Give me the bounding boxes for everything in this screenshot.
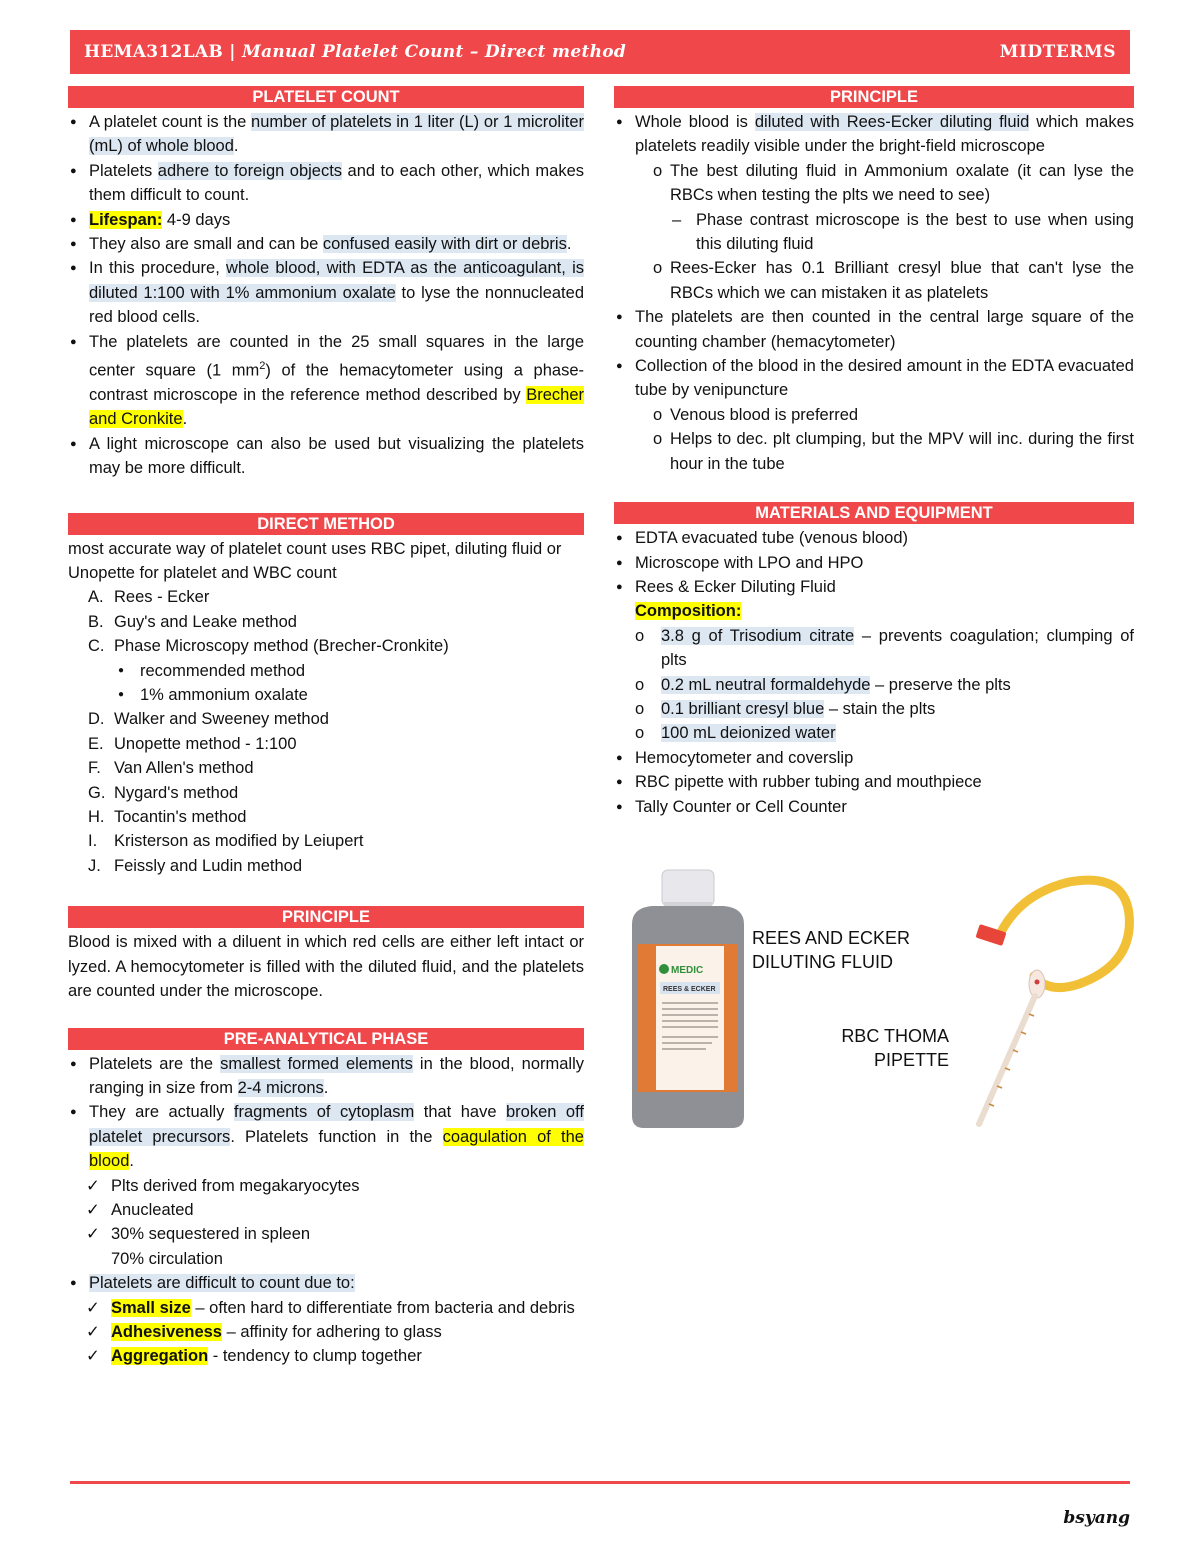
label-line	[662, 1042, 712, 1044]
list-item	[635, 697, 1134, 721]
list-item	[88, 610, 584, 634]
list-item: – Phase contrast microscope is the best to use when using this diluting fluid	[670, 208, 1134, 257]
list-item	[88, 756, 584, 780]
reason-label: Aggregation	[111, 1347, 209, 1366]
item-letter: J.	[88, 856, 101, 875]
text: and to each other, which makes them difficult to count.	[89, 161, 585, 205]
list-item	[88, 634, 584, 658]
bottle-caption	[752, 926, 910, 974]
bottle-brand-text: MEDIC	[671, 965, 704, 976]
lifespan-label: Lifespan:	[89, 210, 163, 229]
list-item: ● 1% ammonium oxalate	[114, 683, 584, 707]
check-item	[86, 1344, 584, 1368]
direct-method-intro: most accurate way of platelet count uses RBC pipet, diluting fluid or Unopette for platelet and WBC count	[68, 539, 562, 582]
highlight: Platelets are difficult to count due to:	[89, 1274, 355, 1293]
text: .	[129, 1152, 134, 1171]
label-line	[662, 1026, 718, 1028]
superscript: 2	[259, 360, 266, 373]
list-item: ● RBC pipette with rubber tubing and mouthpiece	[614, 770, 1134, 794]
list-item	[68, 208, 584, 232]
check-item-continuation: 70% circulation	[111, 1249, 223, 1268]
text: to lyse the nonnucleated red blood cells.	[89, 283, 584, 327]
item-text: Feissly and Ludin method	[114, 856, 303, 875]
item-text: Van Allen's method	[114, 759, 254, 778]
list-item: ● A light microscope can also be used but visualizing the platelets may be more difficult.	[68, 432, 584, 481]
list-item: ● The platelets are then counted in the central large square of the counting chamber (hemacytometer)	[614, 305, 1134, 354]
list-item: ● Tally Counter or Cell Counter	[614, 795, 1134, 819]
brand-logo-icon	[659, 964, 669, 974]
list-item	[614, 110, 1134, 305]
item-text: Kristerson as modified by Leiupert	[114, 832, 364, 851]
item-text: Phase Microscopy method (Brecher-Cronkite)	[114, 637, 449, 656]
text: A platelet count is the	[89, 113, 252, 131]
highlight: fragments of cytoplasm	[233, 1103, 415, 1122]
text: which makes platelets readily visible under the bright-field microscope	[635, 113, 1134, 156]
pipette-stem	[979, 996, 1035, 1124]
reason-text: – affinity for adhering to glass	[221, 1322, 442, 1341]
text: .	[233, 137, 239, 156]
list-item: ● Microscope with LPO and HPO	[614, 551, 1134, 575]
section-principle-left-title: PRINCIPLE	[68, 906, 584, 928]
list-item	[653, 159, 1134, 257]
list-item	[88, 732, 584, 756]
list-item	[88, 781, 584, 805]
list-item	[68, 330, 584, 432]
list-item	[88, 829, 584, 853]
pipette-caption-line: RBC THOMA	[841, 1026, 949, 1046]
section-principle-right-title: PRINCIPLE	[614, 86, 1134, 108]
reason-label: Small size	[111, 1298, 191, 1317]
check-item	[86, 1320, 584, 1344]
list-item	[88, 854, 584, 878]
item-text: Nygard's method	[114, 783, 239, 802]
principle-right-list	[614, 110, 1134, 476]
item-text: Rees - Ecker	[114, 588, 210, 607]
highlight: diluted with Rees-Ecker diluting fluid	[754, 113, 1030, 131]
item-letter: I.	[88, 832, 98, 851]
text: Whole blood is	[635, 113, 755, 131]
list-item: o Venous blood is preferred	[653, 403, 1134, 427]
header-title	[84, 42, 626, 62]
highlight: number of platelets in 1 liter (L) or 1 microliter (mL) of whole blood	[89, 113, 584, 156]
list-item	[635, 673, 1134, 697]
header-separator: |	[229, 42, 236, 62]
label-line	[662, 1048, 706, 1050]
item-letter: E.	[88, 734, 104, 753]
pre-analytical-list	[68, 1052, 584, 1369]
item-letter: B.	[88, 612, 104, 631]
section-platelet-count-title: PLATELET COUNT	[68, 86, 584, 108]
text: In this procedure,	[89, 259, 227, 278]
text: Platelets	[89, 161, 158, 180]
rees-ecker-bottle-image	[622, 866, 762, 1131]
text: They are actually	[89, 1103, 234, 1122]
section-direct-method-title: DIRECT METHOD	[68, 513, 584, 535]
platelet-facts-list	[86, 1174, 584, 1272]
highlight: adhere to foreign objects	[157, 161, 343, 180]
composition-label: Composition:	[635, 602, 742, 621]
text: .	[182, 410, 188, 429]
text: .	[323, 1078, 329, 1097]
text: The platelets are counted in the 25 small squares in the large center square (1 mm	[89, 332, 584, 380]
label-line	[662, 1014, 718, 1016]
list-item: ● EDTA evacuated tube (venous blood)	[614, 526, 1134, 550]
label-line	[662, 1020, 718, 1022]
text: Rees & Ecker Diluting Fluid	[635, 577, 836, 596]
text: ) of the hemacytometer using a phase-contrast microscope in the reference method described by	[89, 361, 584, 404]
platelet-count-list	[68, 110, 584, 481]
figures-area	[614, 864, 1144, 1134]
label-line	[662, 1008, 718, 1010]
item-text: Guy's and Leake method	[114, 612, 297, 631]
collection-notes	[653, 403, 1134, 476]
item-letter: D.	[88, 710, 105, 729]
highlight: 3.8 g of Trisodium citrate	[661, 626, 855, 645]
direct-method-list-cont	[68, 707, 584, 878]
section-materials-title: MATERIALS AND EQUIPMENT	[614, 502, 1134, 524]
check-item: ✓ Plts derived from megakaryocytes	[86, 1174, 584, 1198]
label-line	[662, 1002, 718, 1004]
list-item	[68, 1271, 584, 1369]
text: – stain the plts	[824, 699, 936, 718]
bottle-product-text: REES & ECKER	[663, 986, 716, 993]
check-item: ✓ Anucleated	[86, 1198, 584, 1222]
item-letter: G.	[88, 783, 106, 802]
list-item	[68, 1100, 584, 1271]
text: – preserve the plts	[870, 675, 1011, 694]
course-code: HEMA312LAB	[84, 42, 224, 62]
diluting-fluid-notes	[653, 159, 1134, 305]
highlight: broken off platelet precursors	[89, 1103, 584, 1146]
list-item	[88, 805, 584, 829]
highlight-yellow: coagulation of the blood	[89, 1127, 584, 1171]
highlight: whole blood, with EDTA as the anticoagulant, is diluted 1:100 with 1% ammonium oxalate	[89, 259, 584, 302]
highlight: confused easily with dirt or debris	[322, 235, 567, 254]
item-text: Unopette method - 1:100	[114, 734, 297, 753]
text: .	[566, 235, 572, 254]
highlight: smallest formed elements	[220, 1054, 413, 1073]
text: They also are small and can be	[89, 235, 323, 254]
highlight: 0.2 mL neutral formaldehyde	[661, 675, 871, 694]
header-topic: Manual Platelet Count – Direct method	[241, 42, 627, 62]
check-item	[86, 1296, 584, 1320]
bottle-caption-line: DILUTING FLUID	[752, 952, 894, 972]
item-text: Tocantin's method	[114, 808, 247, 827]
reason-label: Adhesiveness	[111, 1322, 222, 1341]
list-item	[68, 256, 584, 329]
difficulty-list	[86, 1296, 584, 1369]
bottle-cap	[662, 870, 714, 906]
text: – prevents coagulation; clumping of plts	[661, 626, 1134, 670]
left-column	[68, 86, 584, 1369]
item-letter: F.	[88, 759, 101, 778]
header-term: MIDTERMS	[999, 42, 1116, 62]
check-item: ✓ 30% sequestered in spleen	[86, 1222, 584, 1246]
list-item	[68, 1052, 584, 1101]
pipette-caption	[814, 1024, 949, 1072]
text: 4-9 days	[162, 210, 231, 229]
direct-method-list	[68, 585, 584, 658]
highlight: 0.1 brilliant cresyl blue	[661, 699, 825, 718]
highlight: 2-4 microns	[237, 1078, 324, 1097]
highlight-yellow: Brecher and Cronkite	[89, 385, 584, 429]
list-item	[614, 354, 1134, 476]
principle-left-text: Blood is mixed with a diluent in which red cells are either left intact or lyzed. A hemocytometer is filled with the diluted fluid, and the platelets are counted under the microscope.	[68, 933, 584, 1001]
list-item	[635, 624, 1134, 673]
list-item	[88, 707, 584, 731]
section-pre-analytical-title: PRE-ANALYTICAL PHASE	[68, 1028, 584, 1050]
graduation-mark	[1029, 1014, 1034, 1016]
text: The best diluting fluid in Ammonium oxalate (it can lyse the RBCs when testing the plts we need to see)	[670, 161, 1134, 205]
list-item: ● Hemocytometer and coverslip	[614, 746, 1134, 770]
text: Collection of the blood in the desired amount in the EDTA evacuated tube by venipuncture	[635, 357, 1134, 400]
list-item	[68, 159, 584, 208]
reason-text: – often hard to differentiate from bacteria and debris	[190, 1298, 575, 1317]
item-letter: C.	[88, 637, 105, 656]
text: . Platelets function in the	[230, 1127, 443, 1146]
list-item	[88, 585, 584, 609]
reason-text: - tendency to clump together	[208, 1347, 422, 1366]
list-item	[635, 721, 1134, 745]
highlight: 100 mL deionized water	[661, 724, 836, 743]
item-letter: A.	[88, 588, 104, 607]
composition-list	[635, 624, 1134, 746]
materials-list	[614, 526, 1134, 819]
mixing-bead	[1035, 980, 1040, 985]
list-item: ● recommended method	[114, 659, 584, 683]
list-item	[68, 110, 584, 159]
list-item	[614, 575, 1134, 746]
footer-rule	[70, 1481, 1130, 1484]
text: Platelets are the	[89, 1054, 221, 1073]
rubber-tubing	[999, 880, 1129, 987]
author-signature: bsyang	[1063, 1508, 1130, 1528]
text: in the blood, normally ranging in size from	[89, 1054, 584, 1097]
list-item	[68, 232, 584, 256]
dash-notes	[670, 208, 1134, 257]
item-letter: H.	[88, 808, 105, 827]
page-header	[70, 30, 1130, 74]
pipette-caption-line: PIPETTE	[873, 1050, 949, 1070]
item-text: Walker and Sweeney method	[114, 710, 329, 729]
list-item: o Helps to dec. plt clumping, but the MPV will inc. during the first hour in the tube	[653, 427, 1134, 476]
label-line	[662, 1036, 718, 1038]
phase-method-sublist	[68, 659, 584, 708]
bottle-caption-line: REES AND ECKER	[752, 928, 911, 948]
right-column	[614, 86, 1134, 819]
text: that have	[414, 1103, 506, 1122]
list-item: o Rees-Ecker has 0.1 Brilliant cresyl blue that can't lyse the RBCs which we can mistaken it as platelets	[653, 256, 1134, 305]
rbc-thoma-pipette-image	[959, 864, 1149, 1134]
